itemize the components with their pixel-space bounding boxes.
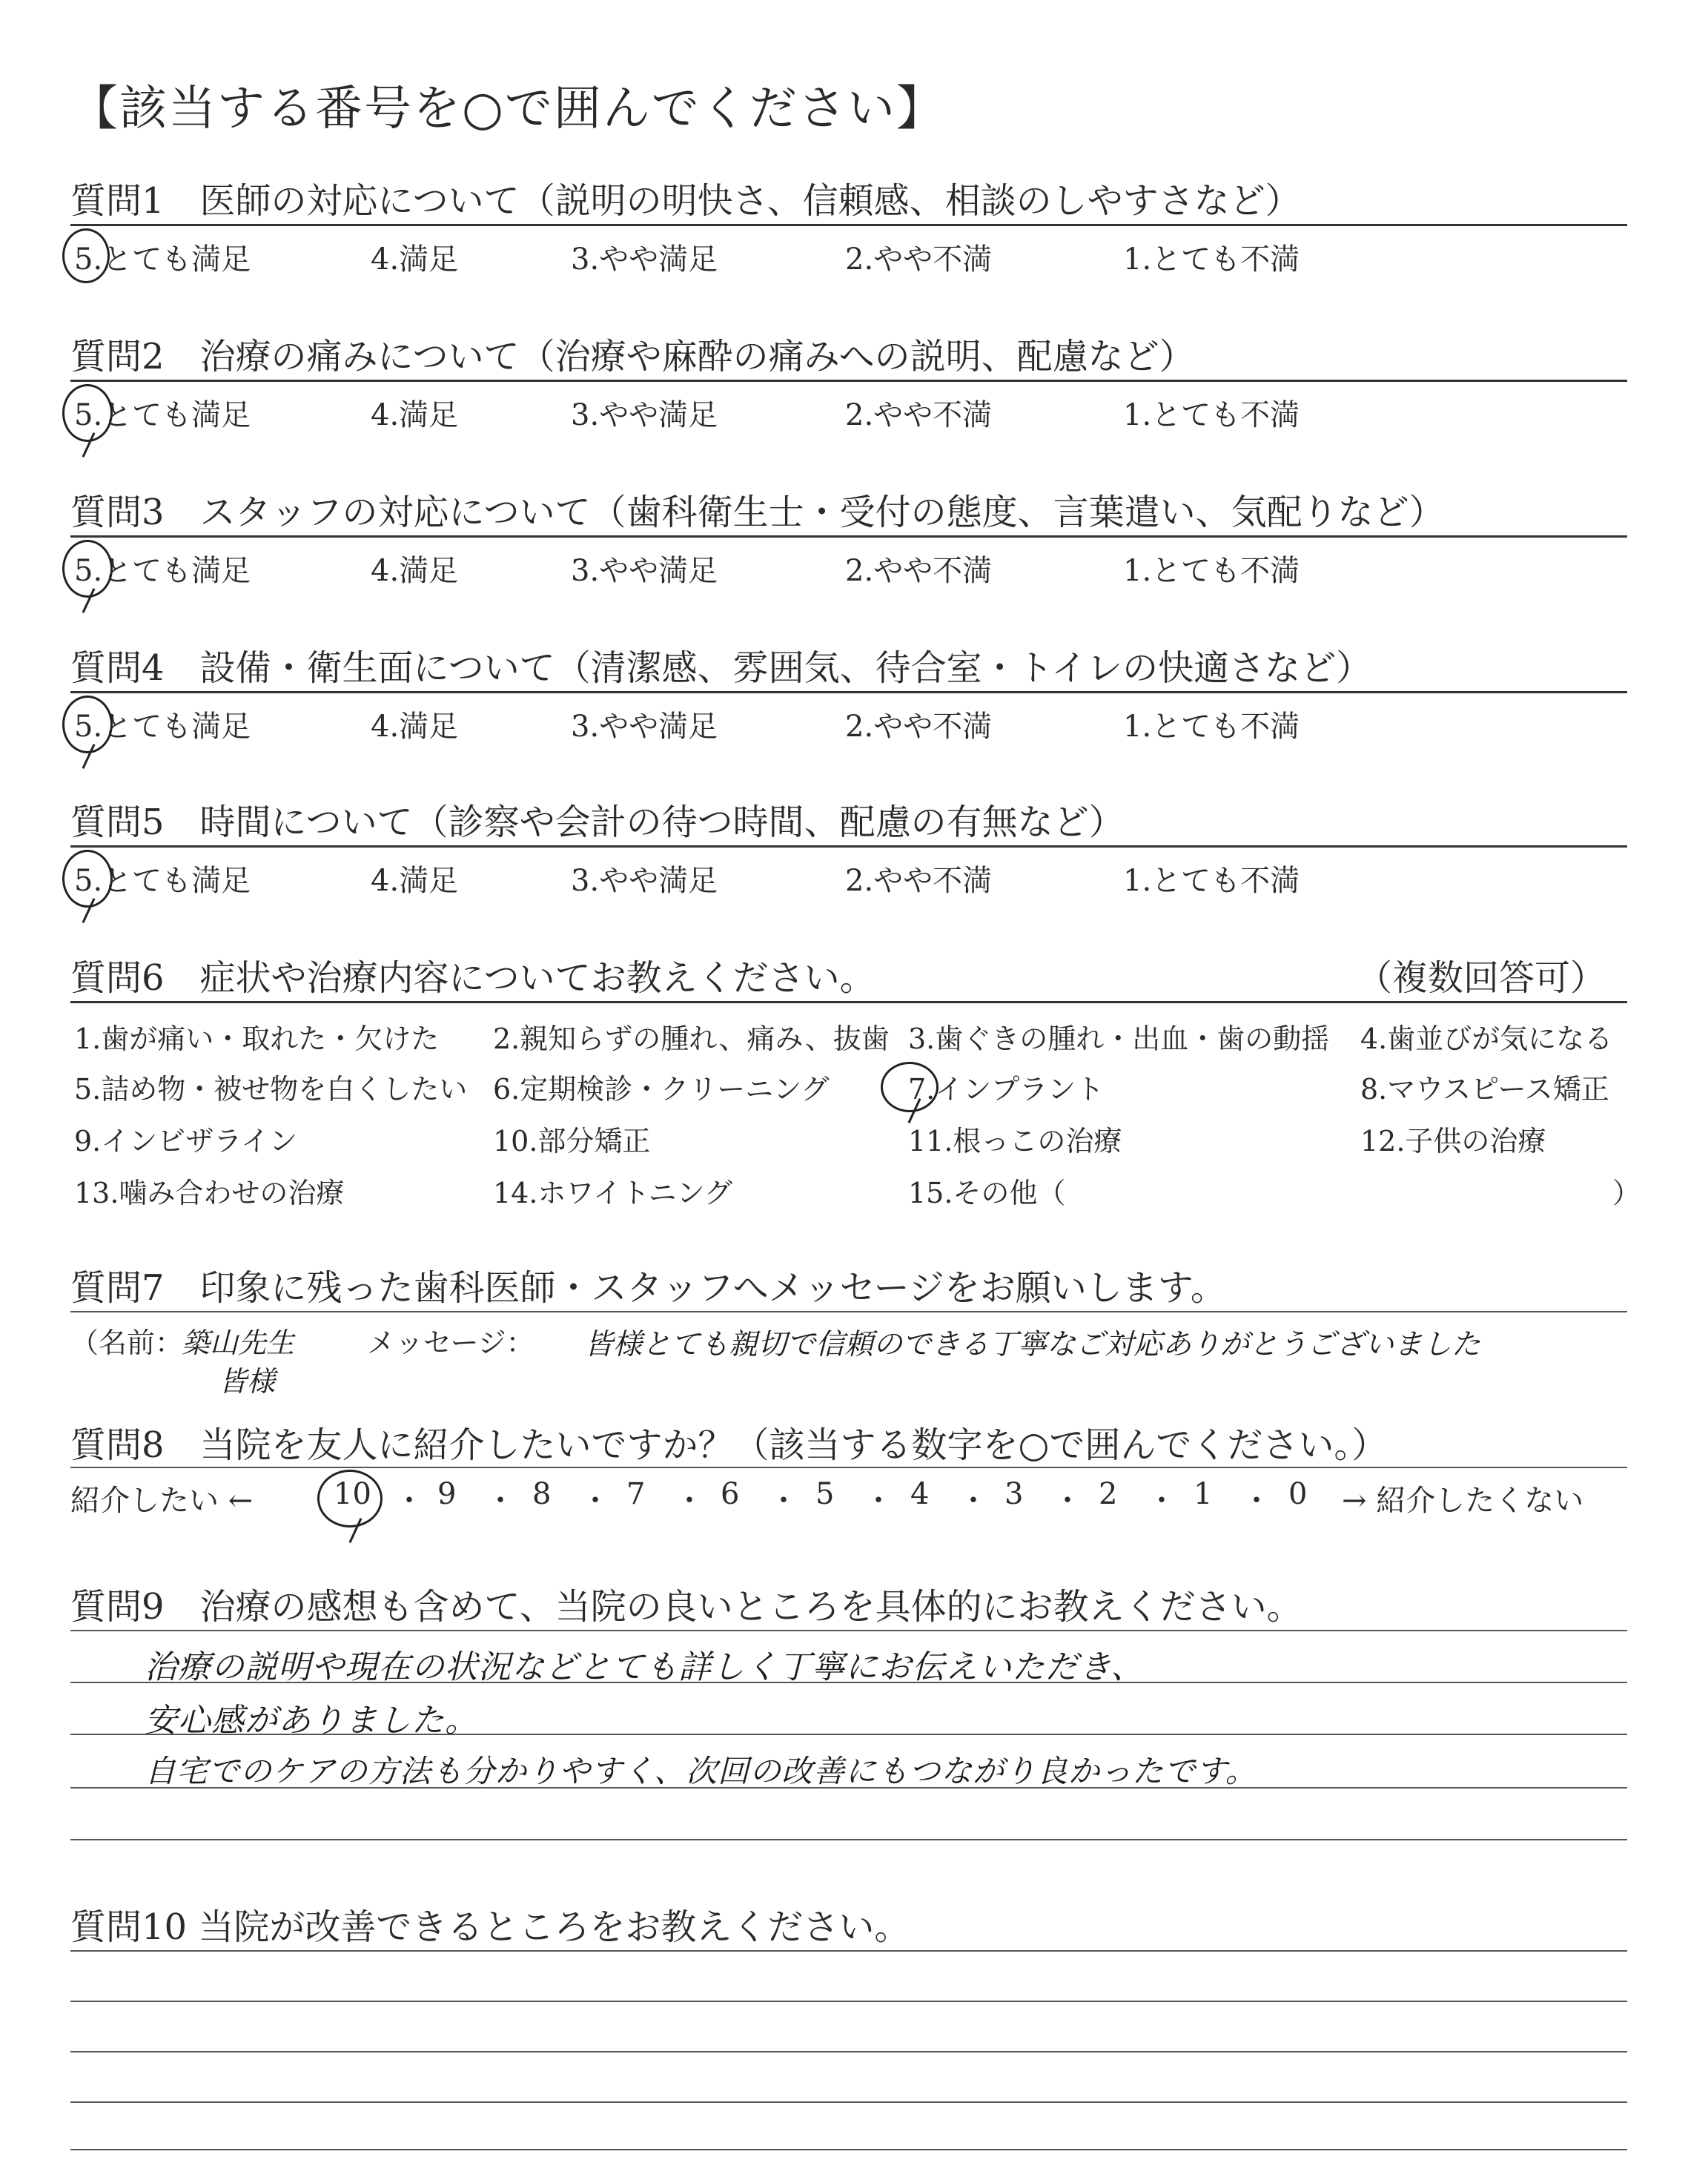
symptom-option[interactable]: 9.インビザライン <box>74 1125 298 1157</box>
option-satisfied[interactable]: 4.満足 <box>371 710 459 744</box>
recommend-left-label: 紹介したい ← <box>70 1484 254 1518</box>
option-satisfied[interactable]: 4.満足 <box>371 864 459 898</box>
option-very-dissatisfied[interactable]: 1.とても不満 <box>1123 710 1300 744</box>
answer-line <box>70 1839 1627 1840</box>
question-1-title: 質問1 医師の対応について（説明の明快さ、信頼感、相談のしやすさなど） <box>70 180 1301 222</box>
question-4-rule <box>70 691 1627 693</box>
answer-circle-mark <box>62 540 113 598</box>
option-somewhat-dissatisfied[interactable]: 2.やや不満 <box>845 554 993 588</box>
answer-circle-mark <box>881 1062 939 1112</box>
option-somewhat-satisfied[interactable]: 3.やや満足 <box>571 710 718 744</box>
scale-option[interactable]: 9 <box>437 1477 457 1511</box>
scale-separator: ・ <box>769 1484 798 1518</box>
handwritten-answer-line: 安心感がありました。 <box>145 1702 478 1740</box>
answer-line <box>70 2101 1627 2103</box>
answer-line <box>70 1630 1627 1631</box>
answer-line <box>70 2001 1627 2002</box>
option-very-dissatisfied[interactable]: 1.とても不満 <box>1123 554 1300 588</box>
message-label: メッセージ： <box>367 1327 534 1359</box>
answer-circle-mark <box>62 228 110 283</box>
symptom-option[interactable]: 11.根っこの治療 <box>908 1125 1122 1157</box>
option-very-satisfied[interactable]: 5.とても満足 <box>74 398 251 432</box>
symptom-option[interactable]: 8.マウスピース矯正 <box>1360 1073 1609 1106</box>
question-2-title: 質問2 治療の痛みについて（治療や麻酔の痛みへの説明、配慮など） <box>70 336 1195 377</box>
question-5-rule <box>70 845 1627 848</box>
question-7-title: 質問7 印象に残った歯科医師・スタッフへメッセージをお願いします。 <box>70 1267 1226 1309</box>
scale-option[interactable]: 2 <box>1099 1477 1118 1511</box>
name-value-handwritten: 皆様 <box>219 1365 276 1398</box>
question-7-rule <box>70 1311 1627 1312</box>
option-somewhat-dissatisfied[interactable]: 2.やや不満 <box>845 864 993 898</box>
question-3-title: 質問3 スタッフの対応について（歯科衛生士・受付の態度、言葉遣い、気配りなど） <box>70 492 1445 533</box>
answer-circle-mark <box>317 1470 383 1527</box>
option-satisfied[interactable]: 4.満足 <box>371 554 459 588</box>
symptom-option[interactable]: 6.定期検診・クリーニング <box>493 1073 830 1106</box>
answer-line <box>70 1950 1627 1952</box>
scale-separator: ・ <box>1147 1484 1176 1518</box>
option-somewhat-satisfied[interactable]: 3.やや満足 <box>571 398 718 432</box>
option-very-satisfied[interactable]: 5.とても満足 <box>74 554 251 588</box>
scale-separator: ・ <box>675 1484 704 1518</box>
option-very-satisfied[interactable]: 5.とても満足 <box>74 710 251 744</box>
question-6-rule <box>70 1001 1627 1003</box>
option-very-satisfied[interactable]: 5.とても満足 <box>74 242 251 277</box>
answer-circle-mark <box>62 384 113 442</box>
scale-option[interactable]: 4 <box>910 1477 930 1511</box>
scale-separator: ・ <box>580 1484 610 1518</box>
option-somewhat-dissatisfied[interactable]: 2.やや不満 <box>845 710 993 744</box>
question-6-note: （複数回答可） <box>1357 957 1606 999</box>
handwritten-answer-line: 自宅でのケアの方法も分かりやすく、次回の改善にもつながり良かったです。 <box>145 1753 1257 1789</box>
symptom-option[interactable]: 2.親知らずの腫れ、痛み、抜歯 <box>493 1023 890 1055</box>
symptom-option[interactable]: 5.詰め物・被せ物を白くしたい <box>74 1073 468 1106</box>
question-6-title: 質問6 症状や治療内容についてお教えください。 <box>70 957 875 999</box>
message-value-handwritten: 皆様とても親切で信頼のできる丁寧なご対応ありがとうございました <box>584 1328 1481 1361</box>
option-somewhat-dissatisfied[interactable]: 2.やや不満 <box>845 398 993 432</box>
question-8-title: 質問8 当院を友人に紹介したいですか？（該当する数字を○で囲んでください。） <box>70 1424 1388 1466</box>
symptom-option[interactable]: 4.歯並びが気になる <box>1360 1023 1613 1055</box>
question-5-title: 質問5 時間について（診察や会計の待つ時間、配慮の有無など） <box>70 802 1125 843</box>
recommend-right-label: → 紹介したくない <box>1342 1484 1584 1518</box>
scale-option[interactable]: 7 <box>626 1477 646 1511</box>
symptom-option[interactable]: 12.子供の治療 <box>1360 1125 1546 1157</box>
option-somewhat-satisfied[interactable]: 3.やや満足 <box>571 554 718 588</box>
scale-option[interactable]: 5 <box>815 1477 835 1511</box>
form-heading: 【該当する番号を○で囲んでください】 <box>70 82 945 136</box>
scale-option[interactable]: 3 <box>1004 1477 1024 1511</box>
option-very-dissatisfied[interactable]: 1.とても不満 <box>1123 398 1300 432</box>
scale-separator: ・ <box>959 1484 988 1518</box>
scale-option[interactable]: 6 <box>721 1477 740 1511</box>
question-1-rule <box>70 224 1627 226</box>
scale-separator: ・ <box>1242 1484 1271 1518</box>
scale-separator: ・ <box>394 1484 424 1518</box>
question-2-rule <box>70 380 1627 382</box>
option-very-satisfied[interactable]: 5.とても満足 <box>74 864 251 898</box>
option-satisfied[interactable]: 4.満足 <box>371 398 459 432</box>
question-10-title: 質問10 当院が改善できるところをお教えください。 <box>70 1906 910 1948</box>
scale-option[interactable]: 1 <box>1194 1477 1213 1511</box>
question-8-rule <box>70 1467 1627 1468</box>
name-label: （名前： <box>70 1327 184 1359</box>
scale-separator: ・ <box>864 1484 893 1518</box>
option-very-dissatisfied[interactable]: 1.とても不満 <box>1123 242 1300 277</box>
name-value-handwritten: 築山先生 <box>182 1327 295 1359</box>
symptom-option[interactable]: 10.部分矯正 <box>493 1125 651 1157</box>
answer-circle-mark <box>62 850 113 908</box>
answer-line <box>70 2149 1627 2150</box>
scale-separator: ・ <box>1053 1484 1082 1518</box>
symptom-option[interactable]: 14.ホワイトニング <box>493 1177 733 1209</box>
option-very-dissatisfied[interactable]: 1.とても不満 <box>1123 864 1300 898</box>
option-somewhat-dissatisfied[interactable]: 2.やや不満 <box>845 242 993 277</box>
answer-circle-mark <box>62 696 113 753</box>
question-4-title: 質問4 設備・衛生面について（清潔感、雰囲気、待合室・トイレの快適さなど） <box>70 647 1372 689</box>
question-9-title: 質問9 治療の感想も含めて、当院の良いところを具体的にお教えください。 <box>70 1586 1302 1628</box>
option-somewhat-satisfied[interactable]: 3.やや満足 <box>571 242 718 277</box>
symptom-option[interactable]: 13.噛み合わせの治療 <box>74 1177 345 1209</box>
handwritten-answer-line: 治療の説明や現在の状況などとても詳しく丁寧にお伝えいただき、 <box>145 1648 1145 1686</box>
other-close-paren: ） <box>1612 1177 1641 1209</box>
symptom-option[interactable]: 7.インプラント <box>908 1073 1105 1106</box>
answer-line <box>70 2051 1627 2052</box>
scale-option[interactable]: 10 <box>334 1477 371 1511</box>
symptom-option[interactable]: 15.その他（ <box>908 1177 1066 1209</box>
symptom-option[interactable]: 3.歯ぐきの腫れ・出血・歯の動揺 <box>908 1023 1330 1055</box>
scale-option[interactable]: 0 <box>1288 1477 1308 1511</box>
scale-separator: ・ <box>486 1484 515 1518</box>
option-somewhat-satisfied[interactable]: 3.やや満足 <box>571 864 718 898</box>
option-satisfied[interactable]: 4.満足 <box>371 242 459 277</box>
question-3-rule <box>70 535 1627 538</box>
scale-option[interactable]: 8 <box>532 1477 552 1511</box>
symptom-option[interactable]: 1.歯が痛い・取れた・欠けた <box>74 1023 440 1055</box>
